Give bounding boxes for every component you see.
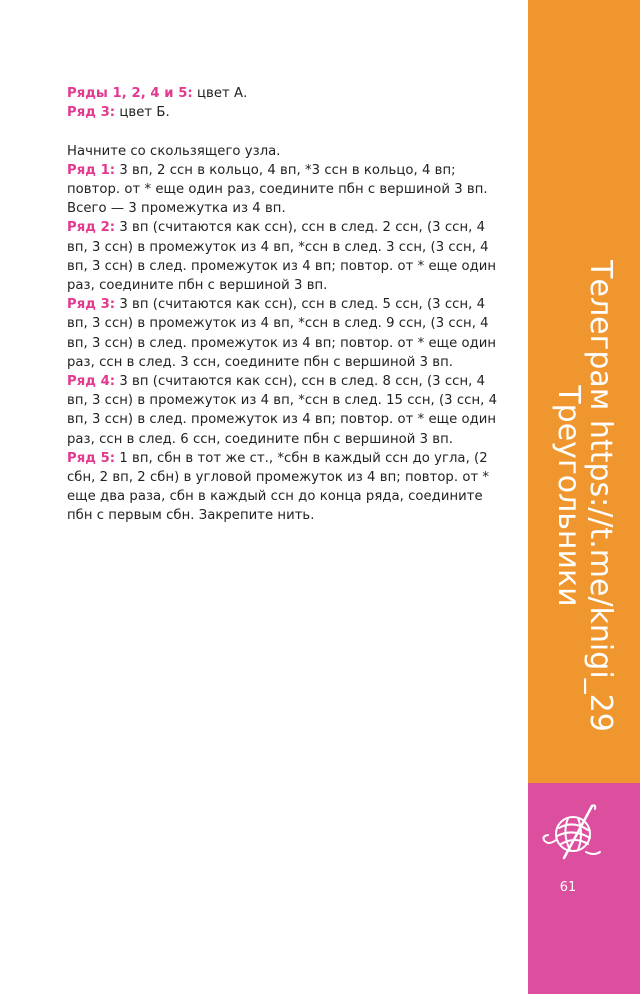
colors-row-2 [67, 103, 507, 122]
row3-color-text: цвет Б. [115, 105, 170, 121]
row-text: 1 вп, сбн в тот же ст., *сбн в каждый ссн до угла, (2 сбн, 2 вп, 2 сбн) в угловой промежуток из 4 вп; повтор. от * еще два раза, сбн в каждый ссн до конца ряда, соедините пбн с первым сбн. Закрепите нить. [67, 450, 490, 524]
row-label: Ряд 3: [67, 297, 116, 313]
row-text: 3 вп (считаются как ссн), ссн в след. 5 ссн, (3 ссн, 4 вп, 3 ссн) в промежуток из 4 вп, *ссн в след. 9 ссн, (3 ссн, 4 вп, 3 ссн) в след. промежуток из 4 вп; повтор. от * еще один раз, ссн в след. 3 ссн, соедините пбн с вершиной 3 вп. [67, 297, 497, 370]
yarn-ball-icon [540, 800, 610, 864]
row-instruction-3 [67, 295, 507, 372]
rows-colors-label: Ряды 1, 2, 4 и 5: [67, 86, 193, 101]
instructions-text [67, 84, 507, 526]
row-label: Ряд 2: [67, 220, 116, 236]
row-text: 3 вп (считаются как ссн), ссн в след. 8 ссн, (3 ссн, 4 вп, 3 ссн) в промежуток из 4 вп, *ссн в след. 15 ссн, (3 ссн, 4 вп, 3 ссн) в след. промежуток из 4 вп; повтор. от * еще один раз, ссн в след. 6 ссн, соедините пбн с вершиной 3 вп. [67, 374, 498, 447]
spacer [67, 122, 507, 141]
row3-color-label: Ряд 3: [67, 105, 116, 121]
row-label: Ряд 5: [67, 450, 116, 466]
telegram-watermark: Телеграм https://t.me/knigi_29 [583, 260, 618, 732]
row-label: Ряд 4: [67, 374, 116, 390]
colors-row-1 [67, 84, 507, 103]
row-label: Ряд 1: [67, 162, 116, 178]
row-instruction-5 [67, 449, 507, 526]
sidebar-vertical-text [552, 166, 616, 826]
row-text: 3 вп, 2 ссн в кольцо, 4 вп, *3 ссн в кольцо, 4 вп; повтор. от * еще один раз, соедините пбн с вершиной 3 вп. Всего — 3 промежутка из 4 вп. [67, 162, 488, 217]
section-sidebar [528, 0, 640, 994]
row-instruction-1 [67, 161, 507, 219]
row-text: 3 вп (считаются как ссн), ссн в след. 2 ссн, (3 ссн, 4 вп, 3 ссн) в промежуток из 4 вп, *ссн в след. 3 ссн, (3 ссн, 4 вп, 3 ссн) в след. промежуток из 4 вп; повтор. от * еще один раз, соедините пбн с вершиной 3 вп. [67, 220, 497, 294]
row-instruction-2 [67, 218, 507, 295]
section-title: Треугольники [551, 385, 586, 607]
row-instruction-4 [67, 372, 507, 449]
start-instruction: Начните со скользящего узла. [67, 143, 281, 159]
page-number: 61 [559, 880, 577, 895]
rows-colors-text: цвет А. [192, 86, 248, 101]
